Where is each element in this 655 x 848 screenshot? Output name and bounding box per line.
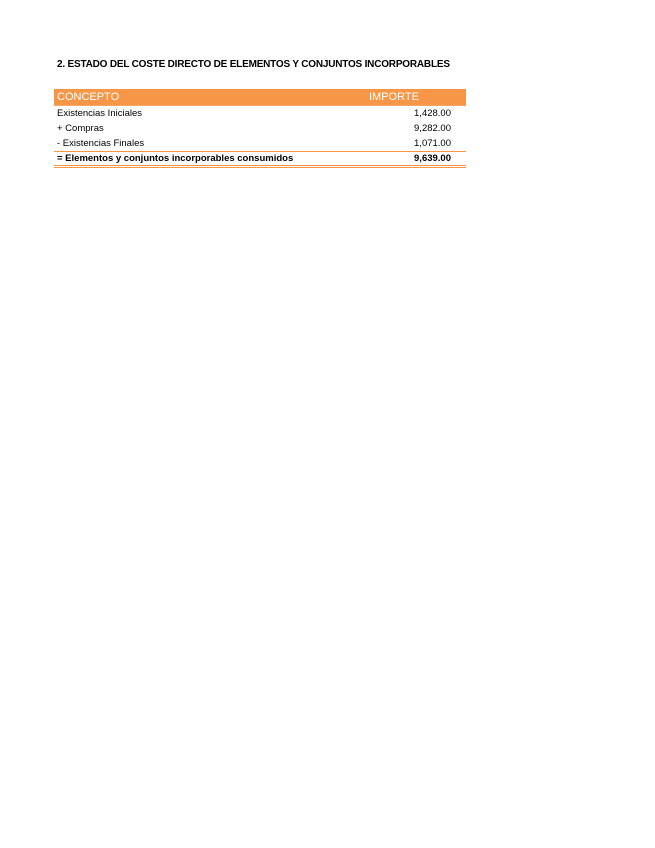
page-title: 2. ESTADO DEL COSTE DIRECTO DE ELEMENTOS Y CONJUNTOS INCORPORABLES (57, 59, 450, 70)
header-importe: IMPORTE (369, 91, 419, 103)
table-header (54, 89, 466, 106)
row-label: + Compras (57, 123, 104, 134)
row-value: 1,428.00 (414, 108, 451, 119)
row-value: 9,282.00 (414, 123, 451, 134)
row-value: 1,071.00 (414, 138, 451, 149)
total-row (54, 151, 466, 168)
row-label: Existencias Iniciales (57, 108, 143, 119)
total-value: 9,639.00 (414, 153, 451, 164)
table-row (54, 136, 466, 151)
table-row (54, 121, 466, 136)
total-label: = Elementos y conjuntos incorporables consumidos (57, 153, 294, 164)
table-row (54, 106, 466, 121)
cost-table (54, 89, 466, 168)
row-label: - Existencias Finales (57, 138, 145, 149)
header-concepto: CONCEPTO (57, 91, 120, 103)
